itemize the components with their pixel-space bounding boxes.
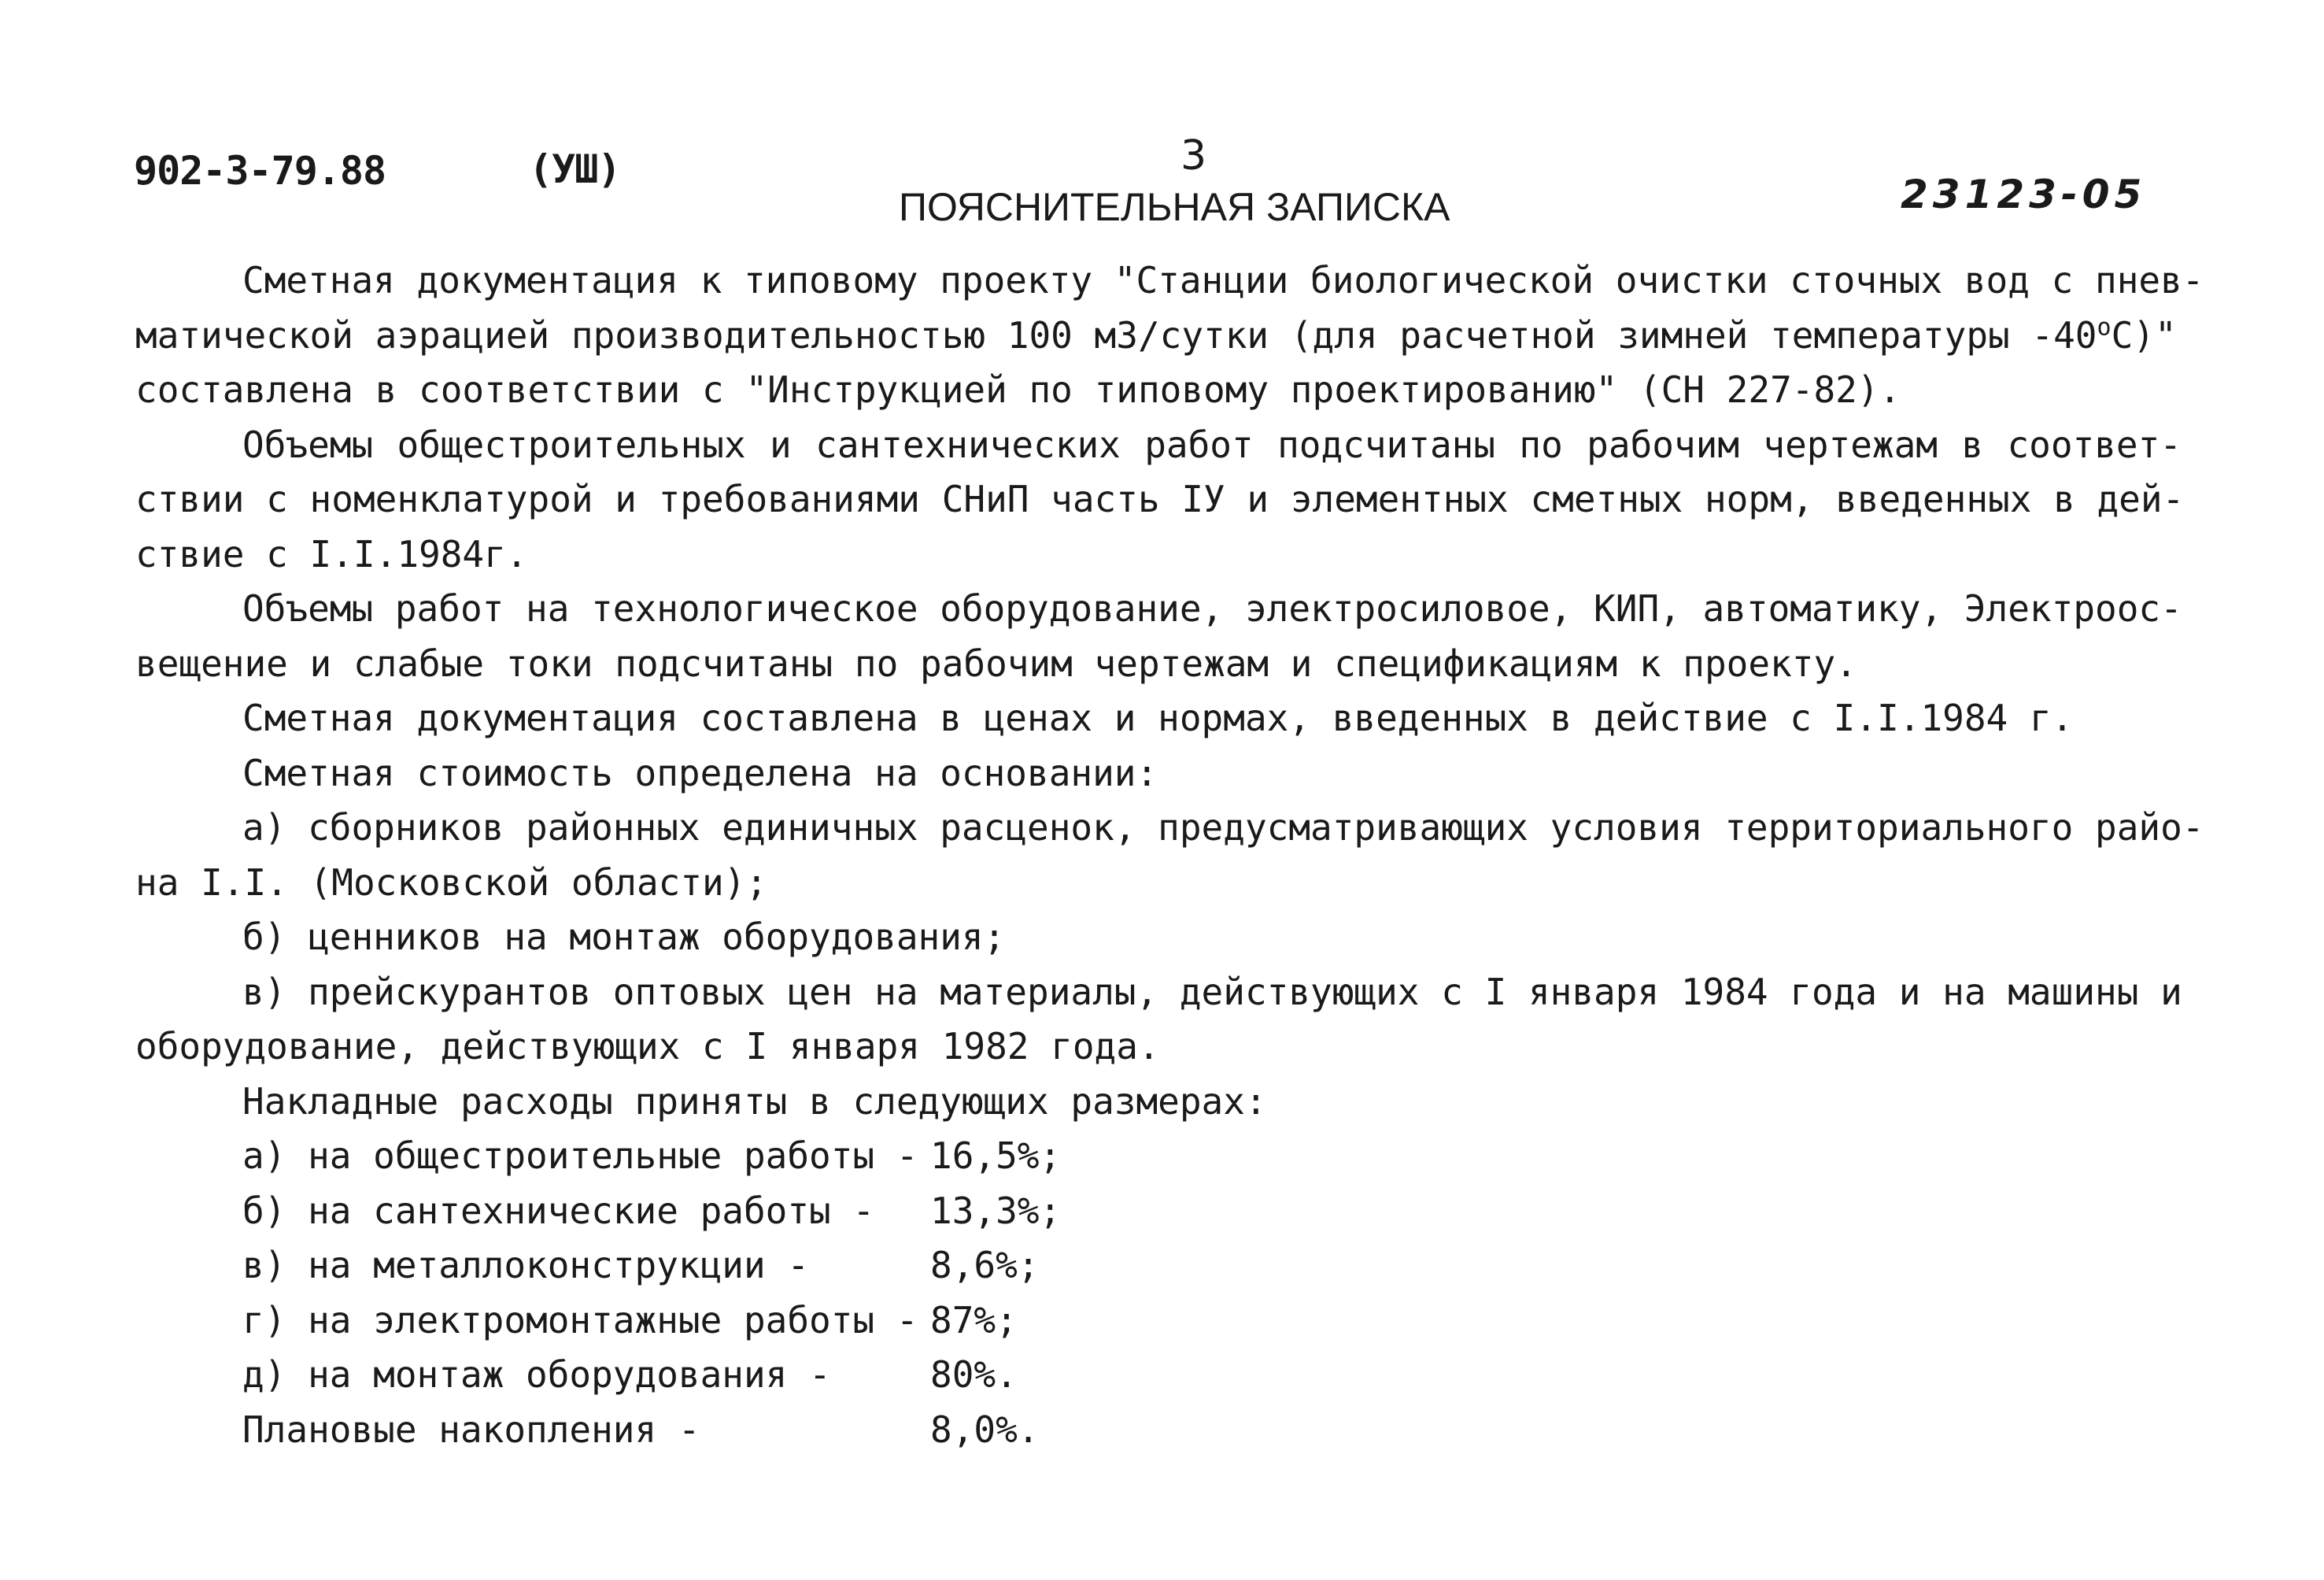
list-item-b: б) ценников на монтаж оборудования;: [242, 916, 1006, 958]
paragraph-1-line-1: Сметная документация к типовому проекту "Станции биологической очистки сточных вод с пнев-: [242, 259, 2204, 302]
paragraph-4: Сметная документация составлена в ценах и нормах, введенных в действие с I.I.1984 г.: [242, 697, 2074, 739]
planned-savings-label: Плановые накопления -: [242, 1408, 700, 1451]
overhead-rate-value: 13,3%;: [930, 1189, 1062, 1232]
paragraph-1-line-2-text: матической аэрацией производительностью 100 м3/сутки (для расчетной зимней температуры -40: [135, 313, 2097, 357]
degree-mark: о: [2097, 313, 2112, 342]
overhead-rate-label: а) на общестроительные работы -: [242, 1134, 918, 1177]
paragraph-2-line-2: ствии с номенклатурой и требованиями СНиП часть IУ и элементных сметных норм, введенных в дей-: [135, 478, 2185, 520]
paragraph-2-line-3: ствие с I.I.1984г.: [135, 532, 528, 575]
planned-savings-row: [135, 1403, 2182, 1458]
page-title: ПОЯСНИТЕЛЬНАЯ ЗАПИСКА: [899, 185, 1450, 229]
overhead-rate-row: [135, 1129, 2182, 1184]
page-number: 3: [1180, 132, 1206, 179]
paragraph-3-line-1: Объемы работ на технологическое оборудование, электросиловое, КИП, автоматику, Электроос-: [242, 587, 2182, 630]
overhead-rate-row: [135, 1293, 2182, 1349]
list-item-c-line-2: оборудование, действующих с I января 1982 года.: [135, 1025, 1160, 1068]
document-code: 902-3-79.88: [134, 148, 386, 194]
overhead-rate-label: в) на металлоконструкции -: [242, 1244, 810, 1286]
overhead-rate-row: [135, 1238, 2182, 1293]
overhead-rate-label: д) на монтаж оборудования -: [242, 1353, 831, 1396]
overhead-rate-value: 80%.: [930, 1353, 1018, 1396]
paragraph-1-line-2-end: С)": [2111, 313, 2177, 357]
overhead-rate-value: 8,6%;: [930, 1244, 1040, 1286]
paragraph-1-line-3: составлена в соответствии с "Инструкцией по типовому проектированию" (СН 227-82).: [135, 368, 1901, 411]
overhead-intro: Накладные расходы приняты в следующих размерах:: [242, 1079, 1267, 1123]
album-mark: (УШ): [529, 146, 621, 192]
paragraph-5: Сметная стоимость определена на основании:: [242, 751, 1158, 794]
overhead-rate-value: 87%;: [930, 1298, 1018, 1341]
planned-savings-value: 8,0%.: [930, 1408, 1040, 1451]
paragraph-3-line-2: вещение и слабые токи подсчитаны по рабочим чертежам и спецификациям к проекту.: [135, 642, 1857, 685]
list-item-c-line-1: в) прейскурантов оптовых цен на материалы, действующих с I января 1984 года и на машины и: [242, 970, 2182, 1013]
paragraph-2-line-1: Объемы общестроительных и сантехнических работ подсчитаны по рабочим чертежам в соответ-: [242, 423, 2182, 466]
paragraph-1-line-2: [135, 309, 2182, 364]
inventory-stamp: 23123-05: [1901, 172, 2147, 217]
explanatory-note-body: [135, 253, 2204, 1457]
overhead-rate-row: [135, 1348, 2182, 1403]
overhead-rate-label: б) на сантехнические работы -: [242, 1189, 875, 1232]
list-item-a-line-2: на I.I. (Московской области);: [135, 860, 768, 904]
overhead-rate-value: 16,5%;: [930, 1134, 1062, 1177]
overhead-rate-label: г) на электромонтажные работы -: [242, 1298, 918, 1341]
list-item-a-line-1: а) сборников районных единичных расценок, предусматривающих условия территориального райо-: [242, 806, 2204, 849]
overhead-rate-row: [135, 1184, 2182, 1239]
